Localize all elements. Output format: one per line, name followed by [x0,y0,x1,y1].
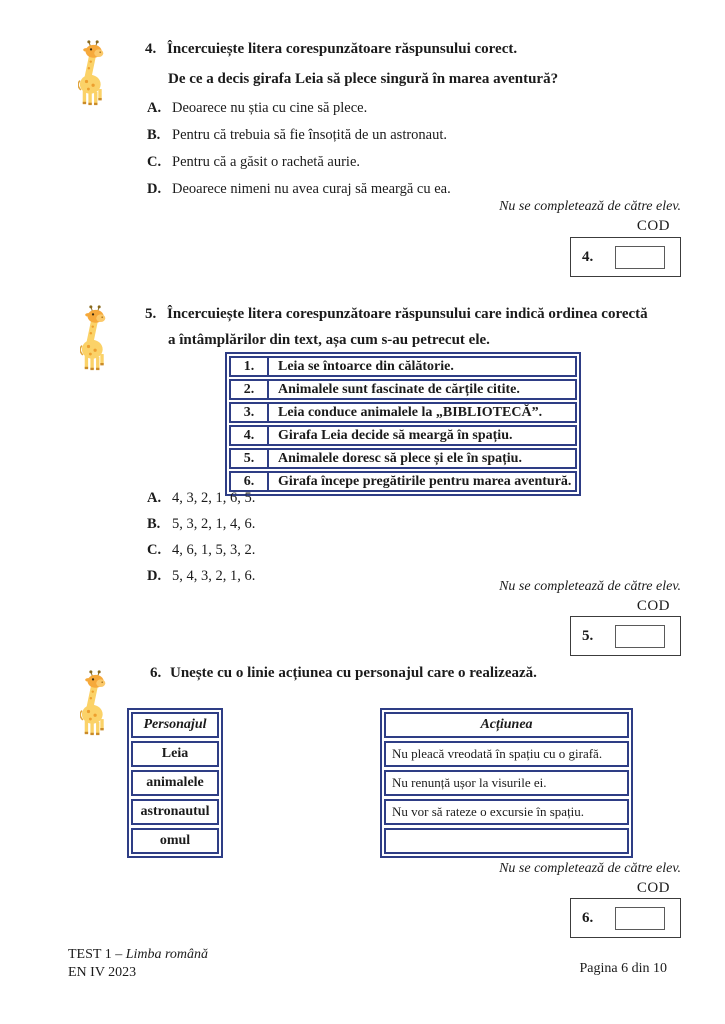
q5-option-b-text: 5, 3, 2, 1, 4, 6. [172,516,256,532]
q4-option-d-text: Deoarece nimeni nu avea curaj să meargă cu ea. [172,181,451,197]
table-row [229,379,577,400]
q4-note: Nu se completează de către elev. [499,199,681,214]
q4-option-c-text: Pentru că a găsit o rachetă aurie. [172,154,361,170]
table-row [229,425,577,446]
q5-cod-label: COD [636,598,670,614]
q6-cod-number: 6. [582,909,594,926]
q5-option-c [147,537,255,563]
q4-cod-box [570,237,681,277]
table-row [229,471,577,492]
event-text: Girafa Leia decide să meargă în spațiu. [278,428,513,443]
event-number: 6. [231,473,269,490]
action-item: Nu pleacă vreodată în spațiu cu o girafă. [384,741,629,767]
q5-option-b-letter: B. [147,516,161,532]
table-row [229,356,577,377]
character-item: omul [131,828,219,854]
q4-option-a-letter: A. [147,100,162,116]
footer-page-number: Pagina 6 din 10 [579,961,667,976]
q5-option-b [147,511,255,537]
characters-header: Personajul [131,712,219,738]
event-text: Leia conduce animalele la „BIBLIOTECĂ”. [278,405,543,420]
event-text: Girafa începe pregătirile pentru marea aventură. [278,474,572,489]
footer-subject: Limba română [125,947,209,962]
footer-test-title [68,946,208,964]
q5-option-d [147,563,255,589]
event-number: 1. [231,358,269,375]
q4-cod-number: 4. [582,248,594,265]
action-item: Nu renunță ușor la visurile ei. [384,770,629,796]
q6-note: Nu se completează de către elev. [499,861,681,876]
event-number: 2. [231,381,269,398]
table-row [229,448,577,469]
q6-prompt [150,664,537,683]
event-number: 3. [231,404,269,421]
character-item: animalele [131,770,219,796]
event-text: Leia se întoarce din călătorie. [278,359,454,374]
q5-prompt-line1: Încercuiește litera corespunzătoare răspunsului care indică ordinea corectă [167,306,648,322]
table-row [229,402,577,423]
q5-option-a-text: 4, 3, 2, 1, 6, 5. [172,490,256,506]
q4-option-b [147,122,451,149]
giraffe-icon [80,668,114,738]
q4-option-d-letter: D. [147,181,162,197]
action-item: Nu vor să rateze o excursie în spațiu. [384,799,629,825]
q5-options [147,485,255,589]
q4-cod-label: COD [636,218,670,234]
q6-cod-input-field[interactable] [615,907,665,930]
q4-option-d [147,176,451,203]
q4-cod-input-field[interactable] [615,246,665,269]
character-item: astronautul [131,799,219,825]
q4-number: 4. [145,41,157,57]
action-item-empty [384,828,629,854]
q5-note: Nu se completează de către elev. [499,579,681,594]
q5-option-c-letter: C. [147,542,162,558]
event-number: 5. [231,450,269,467]
q4-prompt [145,40,517,59]
q6-prompt-text: Unește cu o linie acțiunea cu personajul care o realizează. [170,665,537,681]
q4-question: De ce a decis girafa Leia să plece singură în marea aventură? [168,71,559,87]
q4-option-c-letter: C. [147,154,162,170]
q5-option-d-text: 5, 4, 3, 2, 1, 6. [172,568,256,584]
actions-header: Acțiunea [384,712,629,738]
footer-left [68,946,208,982]
q5-events-table [225,352,581,496]
q5-option-d-letter: D. [147,568,162,584]
q5-cod-number: 5. [582,627,594,644]
q4-option-b-letter: B. [147,127,161,143]
event-text: Animalele doresc să plece și ele în spațiu. [278,451,522,466]
q4-prompt-text: Încercuiește litera corespunzătoare răspunsului corect. [167,41,518,57]
event-text: Animalele sunt fascinate de cărțile citite. [278,382,520,397]
giraffe-icon [78,38,112,108]
q5-option-c-text: 4, 6, 1, 5, 3, 2. [172,542,256,558]
q5-prompt-line2: a întâmplărilor din text, așa cum s-au petrecut ele. [168,332,490,348]
q4-option-a-text: Deoarece nu știa cu cine să plece. [172,100,368,116]
q5-cod-box [570,616,681,656]
q5-number: 5. [145,306,157,322]
q5-cod-input-field[interactable] [615,625,665,648]
q6-cod-box [570,898,681,938]
q4-option-c [147,149,451,176]
q6-number: 6. [150,665,162,681]
event-number: 4. [231,427,269,444]
q6-actions-table [380,708,633,858]
q5-option-a-letter: A. [147,490,162,506]
footer-exam: EN IV 2023 [68,965,137,980]
q6-cod-label: COD [636,880,670,896]
giraffe-icon [80,303,114,373]
character-item: Leia [131,741,219,767]
q4-option-b-text: Pentru că trebuia să fie însoțită de un astronaut. [172,127,448,143]
q5-option-a [147,485,255,511]
footer-test-label: TEST 1 – [68,947,126,962]
q4-options [147,95,451,203]
q5-prompt [145,305,648,324]
q4-option-a [147,95,451,122]
q6-characters-table [127,708,223,858]
